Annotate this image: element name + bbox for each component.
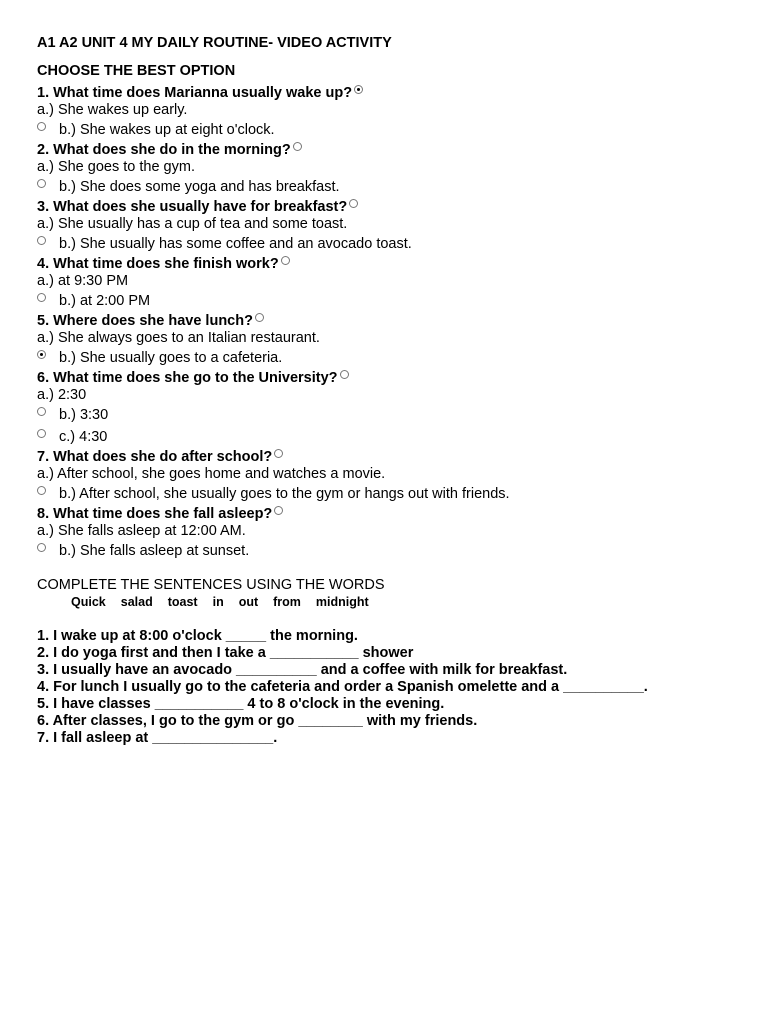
word-bank-item: salad [120, 595, 153, 609]
radio-button[interactable] [340, 370, 349, 379]
word-bank-item: toast [167, 595, 198, 609]
radio-button[interactable] [37, 407, 46, 416]
radio-button[interactable] [37, 543, 46, 552]
question-text: 4. What time does she finish work? [37, 256, 279, 272]
option-b: b.) 3:30 [59, 407, 109, 423]
radio-button[interactable] [274, 449, 283, 458]
option-b: b.) She wakes up at eight o'clock. [59, 122, 275, 138]
worksheet-title: A1 A2 UNIT 4 MY DAILY ROUTINE- VIDEO ACTIVITY [37, 35, 392, 51]
word-bank-item: in [212, 595, 224, 609]
sentence-item: 2. I do yoga first and then I take a ___________ shower [37, 645, 414, 661]
option-b: b.) She usually goes to a cafeteria. [59, 350, 283, 366]
sentence-item: 6. After classes, I go to the gym or go ________ with my friends. [37, 713, 478, 729]
question-text: 6. What time does she go to the University? [37, 370, 338, 386]
radio-button[interactable] [37, 429, 46, 438]
section-heading-choose: CHOOSE THE BEST OPTION [37, 63, 236, 79]
worksheet [37, 34, 748, 747]
option-c: c.) 4:30 [59, 429, 108, 445]
radio-button[interactable] [37, 179, 46, 188]
option-a: a.) After school, she goes home and watches a movie. [37, 466, 386, 482]
option-a: a.) at 9:30 PM [37, 273, 129, 289]
word-bank-item: out [238, 595, 259, 609]
question-block [37, 255, 748, 312]
question-text: 3. What does she usually have for breakfast? [37, 199, 348, 215]
question-text: 7. What does she do after school? [37, 449, 273, 465]
option-b: b.) She falls asleep at sunset. [59, 543, 250, 559]
question-block [37, 448, 748, 505]
question-block [37, 141, 748, 198]
question-block [37, 198, 748, 255]
question-text: 2. What does she do in the morning? [37, 142, 291, 158]
question-block [37, 312, 748, 369]
option-a: a.) She wakes up early. [37, 102, 188, 118]
word-bank [37, 594, 748, 612]
option-a: a.) She usually has a cup of tea and some toast. [37, 216, 348, 232]
radio-button[interactable] [255, 313, 264, 322]
radio-button[interactable] [354, 85, 363, 94]
radio-button[interactable] [37, 122, 46, 131]
option-b: b.) She usually has some coffee and an avocado toast. [59, 236, 412, 252]
radio-button[interactable] [37, 293, 46, 302]
sentence-list [37, 628, 748, 747]
sentence-item: 5. I have classes ___________ 4 to 8 o'clock in the evening. [37, 696, 445, 712]
question-block [37, 505, 748, 562]
question-block [37, 369, 748, 448]
sentence-item: 3. I usually have an avocado __________ and a coffee with milk for breakfast. [37, 662, 568, 678]
radio-button[interactable] [37, 236, 46, 245]
radio-button[interactable] [37, 486, 46, 495]
word-bank-item: midnight [315, 595, 369, 609]
question-text: 1. What time does Marianna usually wake up? [37, 85, 353, 101]
option-a: a.) 2:30 [37, 387, 87, 403]
question-block [37, 84, 748, 141]
radio-button[interactable] [349, 199, 358, 208]
option-b: b.) After school, she usually goes to the gym or hangs out with friends. [59, 486, 510, 502]
word-bank-item: from [273, 595, 301, 609]
option-a: a.) She goes to the gym. [37, 159, 195, 175]
question-text: 8. What time does she fall asleep? [37, 506, 273, 522]
sentence-item: 4. For lunch I usually go to the cafeteria and order a Spanish omelette and a __________. [37, 679, 648, 695]
option-a: a.) She falls asleep at 12:00 AM. [37, 523, 246, 539]
option-b: b.) at 2:00 PM [59, 293, 151, 309]
radio-button[interactable] [281, 256, 290, 265]
word-bank-item: Quick [71, 595, 106, 609]
radio-button[interactable] [37, 350, 46, 359]
question-list [37, 84, 748, 562]
sentence-item: 1. I wake up at 8:00 o'clock _____ the morning. [37, 628, 358, 644]
option-b: b.) She does some yoga and has breakfast. [59, 179, 340, 195]
question-text: 5. Where does she have lunch? [37, 313, 253, 329]
radio-button[interactable] [293, 142, 302, 151]
option-a: a.) She always goes to an Italian restaurant. [37, 330, 320, 346]
radio-button[interactable] [274, 506, 283, 515]
sentence-item: 7. I fall asleep at _______________. [37, 730, 278, 746]
section-heading-complete: COMPLETE THE SENTENCES USING THE WORDS [37, 577, 385, 593]
